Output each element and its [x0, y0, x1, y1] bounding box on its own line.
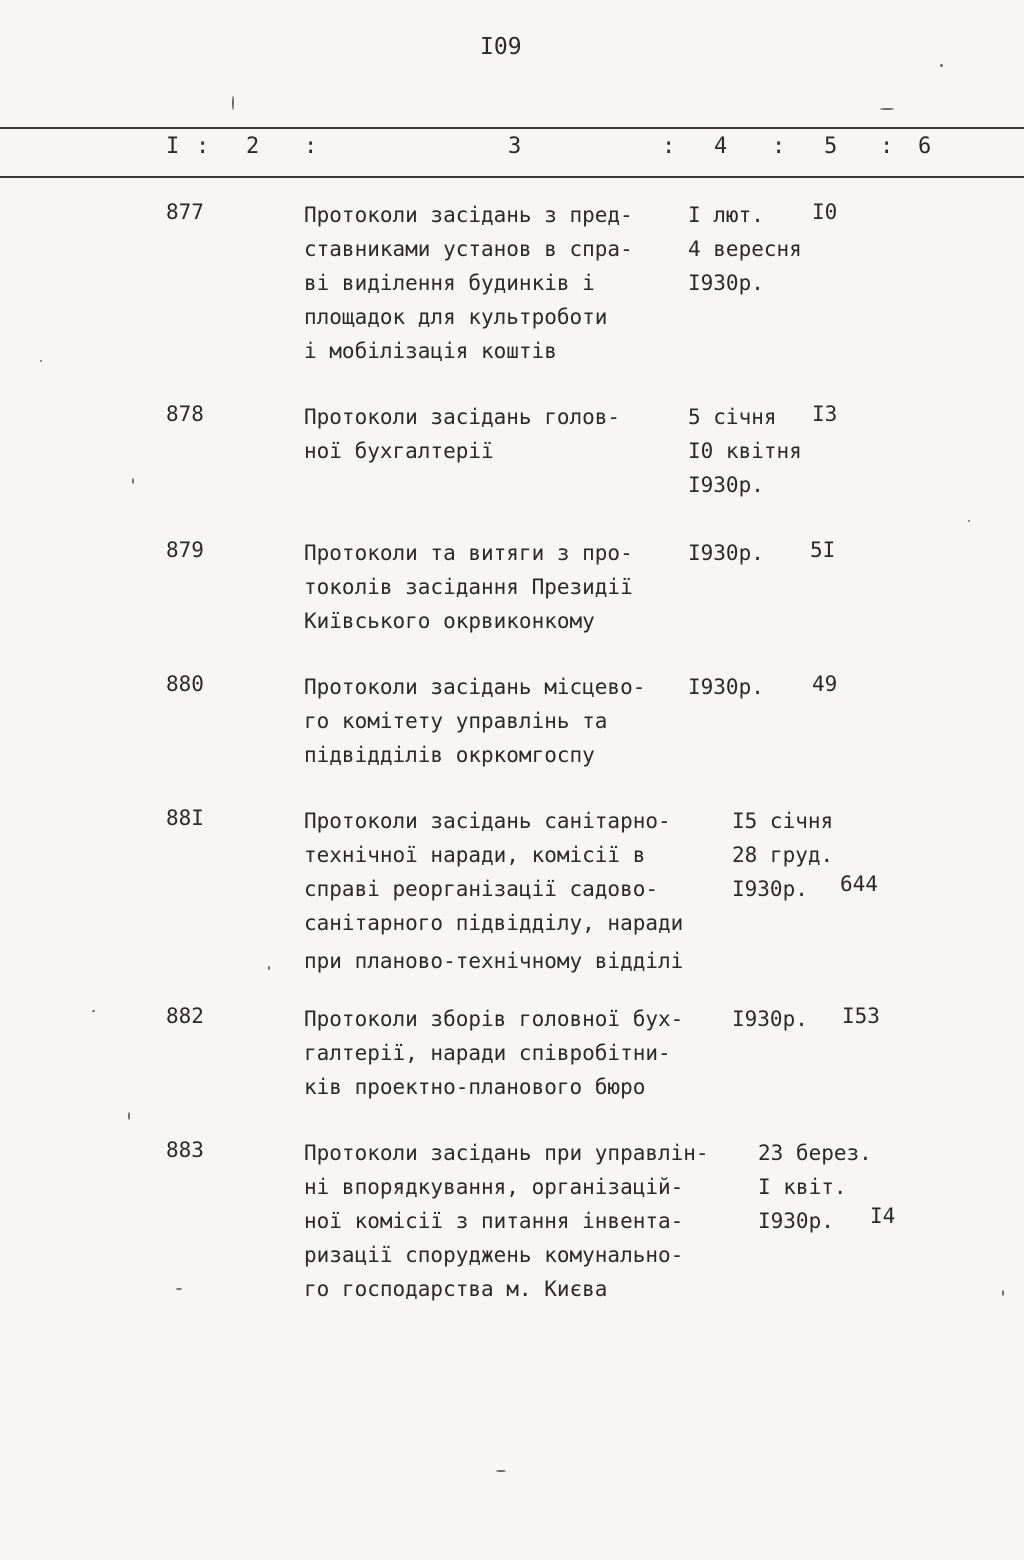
date-line: I лют.: [688, 203, 764, 227]
scan-speck: [40, 360, 42, 362]
scan-speck: [176, 1288, 182, 1290]
date-line: I930р.: [732, 1007, 808, 1031]
scan-speck: [880, 108, 894, 110]
description-line: Протоколи зборів головної бух-: [304, 1007, 684, 1031]
header-bottom-rule: [0, 176, 1024, 178]
entry-description: [304, 670, 645, 772]
entry-sheet-count: 644: [840, 872, 878, 896]
column-separator: :: [772, 134, 786, 159]
entry-number: 882: [166, 1004, 204, 1028]
description-line: санітарного підвідділу, наради: [304, 911, 684, 935]
entry-number: 878: [166, 402, 204, 426]
column-header-3: 3: [508, 134, 522, 159]
scan-speck: [232, 96, 234, 110]
date-line: I930р.: [688, 541, 764, 565]
date-line: 28 груд.: [732, 843, 834, 867]
entry-sheet-count: 5I: [810, 538, 836, 562]
scan-speck: [496, 1470, 506, 1472]
entry-sheet-count: I53: [842, 1004, 880, 1028]
description-line: ві виділення будинків і: [304, 271, 595, 295]
description-line: Протоколи засідань санітарно-: [304, 809, 671, 833]
column-separator: :: [662, 134, 676, 159]
column-separator: :: [196, 134, 210, 159]
description-line: Протоколи та витяги з про-: [304, 541, 633, 565]
description-line: Протоколи засідань голов-: [304, 405, 621, 429]
description-line: ної комісії з питання інвента-: [304, 1209, 684, 1233]
scan-speck: [132, 478, 134, 484]
column-header-2: 2: [246, 134, 260, 159]
description-line: го комітету управлінь та: [304, 709, 608, 733]
entry-dates: [688, 198, 802, 300]
description-line: справі реорганізації садово-: [304, 877, 659, 901]
description-line: технічної наради, комісії в: [304, 843, 646, 867]
description-line: при планово-технічному відділі: [304, 949, 684, 973]
entry-dates: [732, 804, 833, 906]
column-header-6: 6: [918, 134, 932, 159]
entry-sheet-count: I3: [812, 402, 838, 426]
column-separator: :: [304, 134, 318, 159]
entry-description: [304, 400, 620, 468]
date-line: 4 вересня: [688, 237, 802, 261]
scan-speck: [968, 520, 970, 522]
entry-dates: [688, 536, 764, 570]
scan-speck: [268, 966, 270, 970]
description-line: ної бухгалтерії: [304, 439, 494, 463]
header-top-rule: [0, 127, 1024, 129]
scan-speck: [1002, 1290, 1004, 1296]
entry-number: 883: [166, 1138, 204, 1162]
entry-number: 879: [166, 538, 204, 562]
date-line: I0 квітня: [688, 439, 802, 463]
date-line: I930р.: [758, 1209, 834, 1233]
scan-speck: [92, 1010, 95, 1012]
entry-dates: [732, 1002, 808, 1036]
date-line: I930р.: [732, 877, 808, 901]
entry-description: [304, 536, 633, 638]
description-line: підвідділів окркомгоспу: [304, 743, 595, 767]
description-line: ризації споруджень комунально-: [304, 1243, 684, 1267]
date-line: I5 січня: [732, 809, 834, 833]
column-header-5: 5: [824, 134, 838, 159]
entry-description: [304, 1136, 709, 1306]
description-line: галтерії, наради співробітни-: [304, 1041, 671, 1065]
date-line: I930р.: [688, 271, 764, 295]
entry-number: 880: [166, 672, 204, 696]
entry-number: 88I: [166, 806, 204, 830]
description-line: Протоколи засідань місцево-: [304, 675, 646, 699]
description-line: го господарства м. Києва: [304, 1277, 608, 1301]
description-line: Протоколи засідань з пред-: [304, 203, 633, 227]
entry-sheet-count: 49: [812, 672, 838, 696]
description-line: ставниками установ в спра-: [304, 237, 633, 261]
column-header-1: I: [166, 134, 180, 159]
column-header-4: 4: [714, 134, 728, 159]
date-line: 5 січня: [688, 405, 777, 429]
date-line: I930р.: [688, 473, 764, 497]
date-line: 23 берез.: [758, 1141, 872, 1165]
description-line: Київського окрвиконкому: [304, 609, 595, 633]
entry-dates: [688, 400, 802, 502]
scan-speck: [940, 64, 943, 67]
scan-speck: [128, 1112, 130, 1120]
entry-dates: [758, 1136, 872, 1238]
entry-sheet-count: I4: [870, 1204, 896, 1228]
entry-dates: [688, 670, 764, 704]
description-line: ків проектно-планового бюро: [304, 1075, 646, 1099]
description-line: ні впорядкування, організацій-: [304, 1175, 684, 1199]
column-separator: :: [880, 134, 894, 159]
description-line: і мобілізація коштів: [304, 339, 557, 363]
date-line: I квіт.: [758, 1175, 847, 1199]
description-line: Протоколи засідань при управлін-: [304, 1141, 709, 1165]
date-line: I930р.: [688, 675, 764, 699]
entry-description: [304, 198, 633, 368]
entry-description: [304, 1002, 683, 1104]
entry-number: 877: [166, 200, 204, 224]
description-line: токолів засідання Президії: [304, 575, 633, 599]
page-number: I09: [480, 34, 522, 60]
entry-description: [304, 804, 683, 978]
description-line: площадок для культроботи: [304, 305, 608, 329]
entry-sheet-count: I0: [812, 200, 838, 224]
